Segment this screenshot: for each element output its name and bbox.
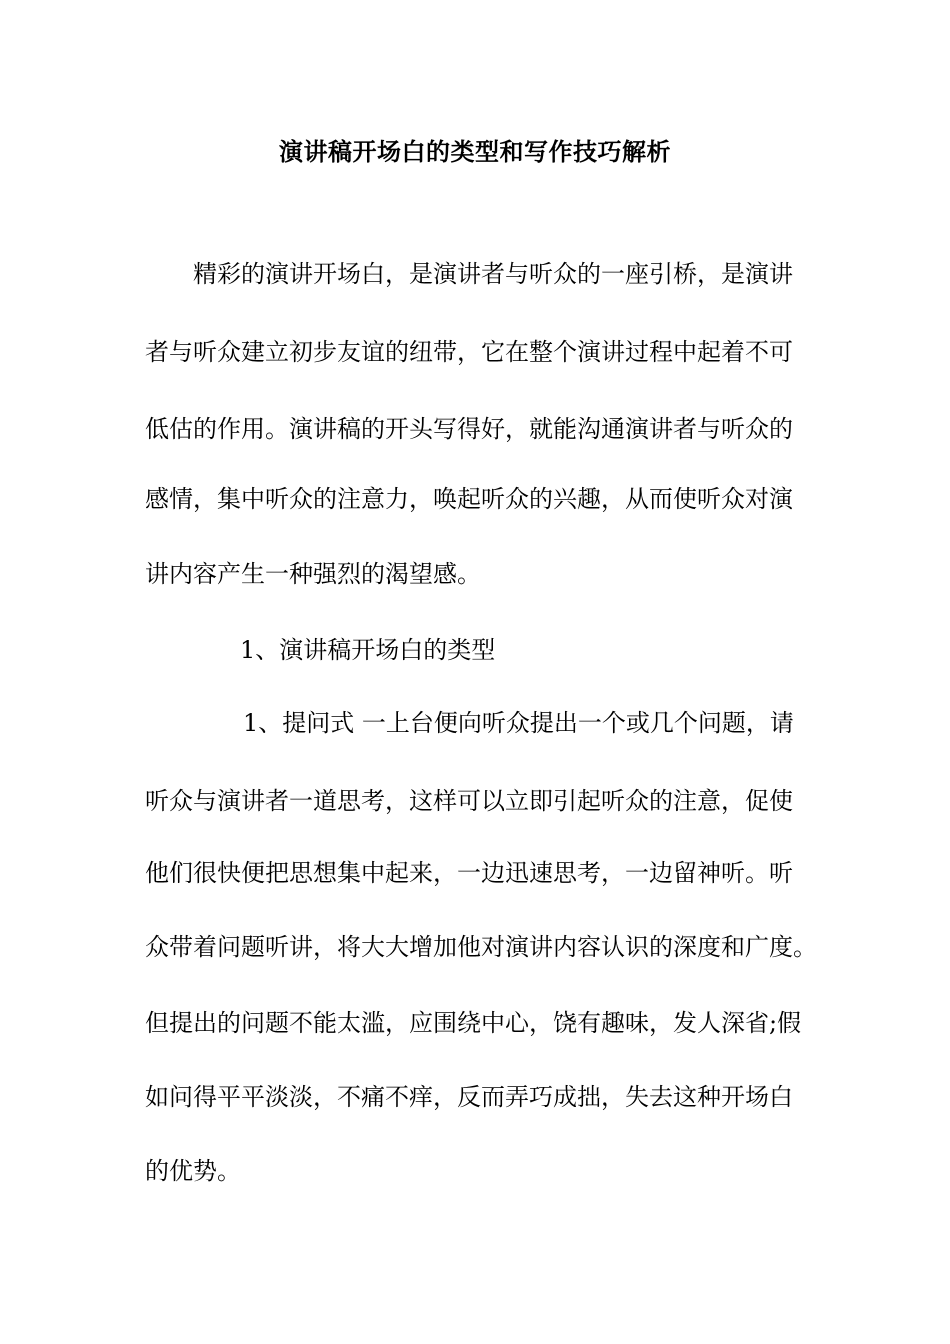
- paragraph-line: 精彩的演讲开场白，是演讲者与听众的一座引桥，是演讲: [193, 260, 793, 288]
- paragraph-line: 众带着问题听讲，将大大增加他对演讲内容认识的深度和广度。: [145, 933, 817, 961]
- paragraph-line: 低估的作用。演讲稿的开头写得好，就能沟通演讲者与听众的: [145, 415, 793, 443]
- paragraph-line: 他们很快便把思想集中起来，一边迅速思考，一边留神听。听: [145, 859, 793, 887]
- paragraph-line: 如问得平平淡淡，不痛不痒，反而弄巧成拙，失去这种开场白: [145, 1083, 793, 1111]
- paragraph-line: 感情，集中听众的注意力，唤起听众的兴趣，从而使听众对演: [145, 485, 793, 513]
- paragraph-line: 者与听众建立初步友谊的纽带，它在整个演讲过程中起着不可: [145, 338, 793, 366]
- section-heading: 1、演讲稿开场白的类型: [240, 636, 496, 664]
- paragraph-line: 但提出的问题不能太滥，应围绕中心，饶有趣味，发人深省;假: [145, 1009, 802, 1037]
- paragraph-line: 讲内容产生一种强烈的渴望感。: [145, 560, 481, 588]
- document-title: 演讲稿开场白的类型和写作技巧解析: [279, 137, 671, 166]
- paragraph-line: 1、提问式 一上台便向听众提出一个或几个问题，请: [243, 709, 794, 737]
- paragraph-line: 听众与演讲者一道思考，这样可以立即引起听众的注意，促使: [145, 787, 793, 815]
- paragraph-line: 的优势。: [145, 1157, 241, 1185]
